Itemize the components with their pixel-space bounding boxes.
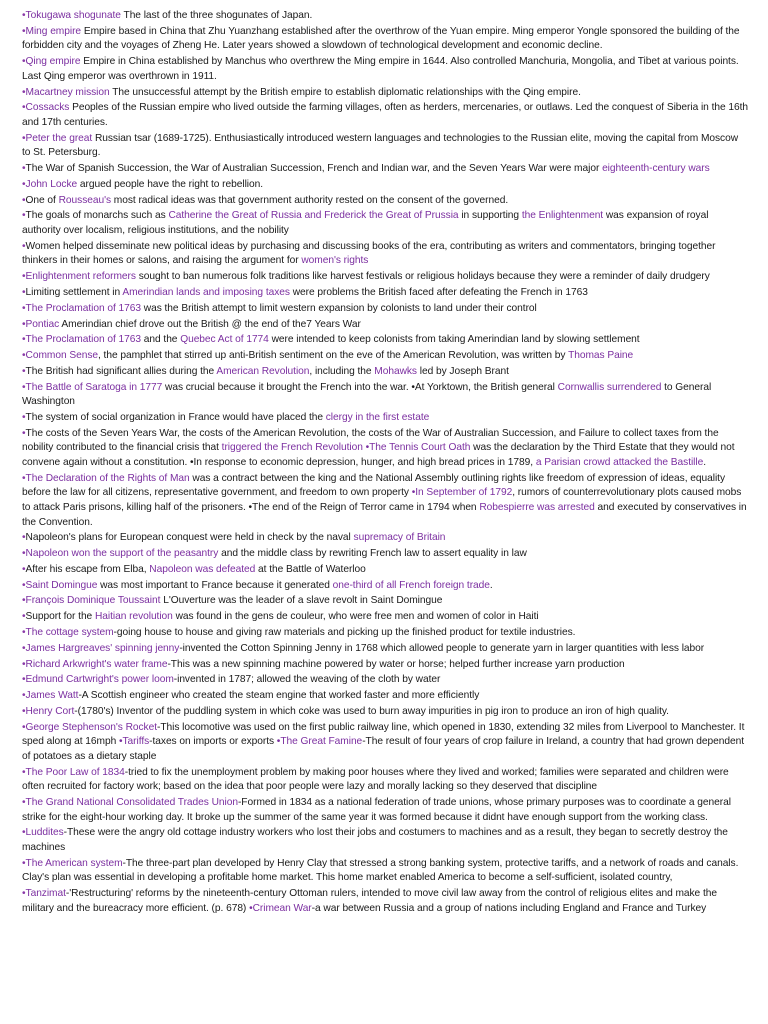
note-text: were problems the British faced after defeating the French in 1763 [289,286,588,298]
bullet-icon: • [22,658,26,670]
bullet-icon: • [22,334,26,346]
bullet-icon: • [22,857,26,869]
note-text: and the [141,334,181,346]
note-text: was found in the gens de couleur, who were free men and women of color in Haiti [172,611,539,623]
linked-term[interactable]: Amerindian lands and imposing taxes [122,286,290,298]
linked-term[interactable]: George Stephenson's Rocket [25,721,157,733]
note-text: Amerindian chief drove out the British @ the end of the7 Years War [59,318,361,330]
note-entry [22,857,748,886]
linked-term[interactable]: •The Great Famine [276,736,363,748]
note-text: The War of Spanish Succession, the War of Australian Succession, French and Indian war, and the Seven Years War were major [25,163,603,175]
note-text: -The three-part plan developed by Henry Clay that stressed a strong banking system, protective tariffs, and a network of roads and canals. Clay's plan was essential in developing a profitable home market. This home market enabled America to become a self-sufficient, isolated country, [22,857,739,884]
note-entry [22,9,748,24]
note-entry [22,349,748,364]
note-entry [22,162,748,177]
bullet-icon: • [22,210,26,222]
note-entry [22,563,748,578]
linked-term[interactable]: Catherine the Great of Russia and Frederick the Great of Prussia [168,210,459,222]
note-text: -These were the angry old cottage industry workers who lost their jobs and costumers to machines and as a result, they began to secretly destroy the machines [22,827,728,853]
linked-term[interactable]: Henry Cort [25,705,75,717]
bullet-icon: • [22,350,26,362]
note-entry [22,333,748,348]
linked-term[interactable]: Rousseau's [58,194,112,206]
bullet-icon: • [22,271,26,283]
note-text: led by Joseph Brant [416,365,509,377]
note-text: After his escape from Elba, [25,563,150,575]
note-text: -This locomotive was used on the first public railway line, which opened in 1830, extending 32 miles from Liverpool to Manchester. It sped along at 16mph [22,721,745,748]
linked-term[interactable]: The Grand National Consolidated Trades Union [25,797,238,809]
note-text: was the British attempt to limit western expansion by colonists to land under their control [141,302,537,314]
note-text: -The result of four years of crop failure in Ireland, a country that had grown dependent of potatoes as a dietary staple [22,736,745,762]
bullet-icon: • [22,102,26,114]
note-text: One of [25,194,59,206]
note-text: to General Washington [22,381,712,408]
note-text: and executed by conservatives in the Convention. [22,501,747,528]
linked-term[interactable]: Macartney mission [25,86,110,98]
note-text: -Formed in 1834 as a national federation of trade unions, whose primary purposes was to coordinate a general strike for the eight-hour working day. It broke up the summer of the same year it was formed because it didnt have enough support from the working class. [22,797,731,823]
note-entry [22,302,748,317]
linked-term[interactable]: clergy in the first estate [325,412,430,423]
note-text: -(1780's) Inventor of the puddling system in which coke was used to burn away impurities in pig iron to produce an iron of high quality. [74,705,669,717]
linked-term[interactable]: Napoleon won the support of the peasantry [25,548,219,560]
bullet-icon: • [22,86,26,98]
note-text: -going house to house and giving raw materials and picking up the finished product for textile industries. [113,627,576,638]
bullet-icon: • [22,611,26,623]
linked-term[interactable]: Quebec Act of 1774 [180,334,269,346]
bullet-icon: • [22,240,26,252]
linked-term[interactable]: Richard Arkwright's water frame [25,658,168,670]
note-entry [22,705,748,720]
linked-term[interactable]: Pontiac [25,318,60,330]
note-text: -This was a new spinning machine powered by water or horse; helped further increase yarn production [167,658,625,670]
linked-term[interactable]: supremacy of Britain [353,532,446,544]
note-entry [22,178,748,193]
note-entry [22,796,748,825]
bullet-icon: • [22,674,26,686]
linked-term[interactable]: The Battle of Saratoga in 1777 [25,381,163,393]
linked-term[interactable]: Luddites [25,827,64,839]
linked-term[interactable]: Cossacks [25,102,70,114]
note-entry [22,86,748,101]
note-entry [22,642,748,657]
bullet-icon: • [22,548,26,560]
bullet-icon: • [22,318,26,330]
note-entry [22,766,748,795]
note-entry [22,318,748,333]
note-entry [22,286,748,301]
note-text: Women helped disseminate new political ideas by purchasing and discussing books of the era, contributing as writers and commentators, bringing together thinkers in their homes or salons, and raising the argument for [22,240,716,267]
note-entry [22,240,748,269]
linked-term[interactable]: •Crimean War [249,902,312,914]
note-text: , the pamphlet that stirred up anti-British sentiment on the eve of the American Revolution, was written by [97,350,569,362]
linked-term[interactable]: The Poor Law of 1834 [25,766,125,778]
bullet-icon: • [22,532,26,544]
linked-term[interactable]: •Tariffs [119,736,150,748]
note-text: . [489,579,493,591]
note-text: was the declaration by the Third Estate that they would not convene again without a constitution. •In response to economic depression, hunger, and high bread prices in 1789, [22,442,735,468]
note-text: , rumors of counterrevolutionary plots caused mobs to attack Paris prisons, killing half of the prisoners. •The end of the Reign of Terror came in 1794 when [22,487,742,513]
linked-term[interactable]: Haitian revolution [94,611,173,623]
bullet-icon: • [22,579,26,591]
note-entry [22,365,748,380]
bullet-icon: • [22,381,26,393]
linked-term[interactable]: Tanzimat [25,888,66,900]
note-text: was expansion of royal authority over localism, religious institutions, and the nobility [22,210,709,236]
note-entry [22,689,748,704]
linked-term[interactable]: The Proclamation of 1763 [25,302,141,314]
note-text: Support for the [25,611,95,623]
bullet-icon: • [22,427,26,439]
bullet-icon: • [22,302,26,314]
bullet-icon: • [22,286,26,298]
note-entry [22,101,748,130]
linked-term[interactable]: a Parisian crowd attacked the Bastille [535,456,704,468]
linked-term[interactable]: Tokugawa shogunate [25,10,121,21]
note-text: -taxes on imports or exports [149,736,277,748]
bullet-icon: • [22,132,26,144]
bullet-icon: • [22,627,26,638]
bullet-icon: • [22,472,26,484]
linked-term[interactable]: Edmund Cartwright's power loom [25,674,174,686]
linked-term[interactable]: The Declaration of the Rights of Man [25,472,190,484]
bullet-icon: • [22,563,26,575]
note-entry [22,610,748,625]
note-text: The goals of monarchs such as [25,210,169,222]
linked-term[interactable]: Mohawks [374,365,417,377]
note-text: in supporting [458,210,522,222]
linked-term[interactable]: The cottage system [25,627,114,638]
note-text: -invented in 1787; allowed the weaving of the cloth by water [173,674,441,686]
bullet-icon: • [22,163,26,175]
linked-term[interactable]: Cornwallis surrendered [557,381,662,393]
linked-term[interactable]: Ming empire [25,25,82,37]
note-text: Empire in China established by Manchus who overthrew the Ming empire in 1644. Also controlled Manchuria, Mongolia, and Tibet at various points. Last Qing emperor was overthrown in 1911. [22,56,739,82]
note-text: was a contract between the king and the National Assembly outlining rights like freedom of expression of ideas, equality before the law for all citizens, representative government, and freedom to own property [22,472,725,499]
note-entry [22,381,748,410]
linked-term[interactable]: Thomas Paine [568,350,634,362]
linked-term[interactable]: eighteenth-century wars [602,163,710,175]
note-text: The unsuccessful attempt by the British empire to establish diplomatic relationships with the Qing empire. [109,86,581,98]
bullet-icon: • [22,766,26,778]
note-entry [22,673,748,688]
linked-term[interactable]: John Locke [25,178,78,190]
note-entry [22,25,748,54]
bullet-icon: • [22,595,26,607]
note-entry [22,887,748,916]
note-entry [22,132,748,161]
bullet-icon: • [22,827,26,839]
note-text: at the Battle of Waterloo [255,563,366,575]
bullet-icon: • [22,797,26,809]
note-entry [22,721,748,765]
note-text: The last of the three shogunates of Japan. [120,10,313,21]
note-text: Limiting settlement in [25,286,123,298]
linked-term[interactable]: Peter the great [25,132,93,144]
linked-term[interactable]: James Watt [25,690,79,702]
note-text: Russian tsar (1689-1725). Enthusiastically introduced western languages and technologies to the Russian elite, moving the capital from Moscow to St. Petersburg. [22,132,739,159]
note-text: most radical ideas was that government authority rested on the consent of the governed. [111,194,509,206]
bullet-icon: • [22,721,26,733]
note-text: The British had significant allies during the [25,365,217,377]
note-entry [22,270,748,285]
note-text: sought to ban numerous folk traditions like harvest festivals or religious holidays because they were a reminder of daily drudgery [135,271,710,283]
linked-term[interactable]: François Dominique Toussaint [25,595,161,607]
note-text: Napoleon's plans for European conquest were held in check by the naval [25,532,354,544]
note-entry [22,826,748,855]
note-text: -a war between Russia and a group of nations including England and France and Turkey [311,902,707,914]
bullet-icon: • [22,705,26,717]
note-entry [22,411,748,426]
note-text: argued people have the right to rebellion. [77,178,264,190]
note-entry [22,579,748,594]
note-text: -A Scottish engineer who created the steam engine that worked faster and more efficiently [78,690,480,702]
linked-term[interactable]: The American system [25,857,123,869]
note-text: The system of social organization in France would have placed the [25,412,326,423]
note-text: , including the [309,365,375,377]
linked-term[interactable]: Qing empire [25,56,81,68]
note-entry [22,55,748,84]
linked-term[interactable]: Robespierre was arrested [479,501,595,513]
note-entry [22,594,748,609]
linked-term[interactable]: •The Tennis Court Oath [365,442,471,454]
note-text: were intended to keep colonists from taking Amerindian land by slowing settlement [268,334,640,346]
bullet-icon: • [22,10,26,21]
bullet-icon: • [22,25,26,37]
linked-term[interactable]: The Proclamation of 1763 [25,334,141,346]
linked-term[interactable]: women's rights [301,255,369,267]
linked-term[interactable]: James Hargreaves' spinning jenny [25,642,180,654]
linked-term[interactable]: Enlightenment reformers [25,271,136,283]
note-text: The costs of the Seven Years War, the costs of the American Revolution, the costs of the War of Australian Succession, and Failure to collect taxes from the nobility contributed to the financial crisis that [22,427,719,454]
linked-term[interactable]: Saint Domingue [25,579,98,591]
note-text: L'Ouverture was the leader of a slave revolt in Saint Domingue [160,595,443,607]
note-text: -invented the Cotton Spinning Jenny in 1768 which allowed people to generate yarn in larger quantities with less labor [179,642,705,654]
linked-term[interactable]: Common Sense [25,350,98,362]
linked-term[interactable]: •In September of 1792 [411,487,513,499]
linked-term[interactable]: Napoleon was defeated [149,563,256,575]
note-entry [22,209,748,238]
bullet-icon: • [22,690,26,702]
bullet-icon: • [22,888,26,900]
note-entry [22,194,748,209]
note-entry [22,472,748,530]
bullet-icon: • [22,412,26,423]
note-entry [22,547,748,562]
note-text: -tried to fix the unemployment problem by making poor houses where they lived and worked; families were separated and children were often recruited for factory work; based on the idea that poor people were lazy and morally lacking so they deserved that discipline [22,766,729,793]
bullet-icon: • [22,178,26,190]
linked-term[interactable]: triggered the French Revolution [221,442,363,454]
linked-term[interactable]: one-third of all French foreign trade [332,579,490,591]
note-text: -'Restructuring' reforms by the nineteenth-century Ottoman rulers, intended to move civil law away from the control of religious elites and make the military and the bureacracy more efficient. (p. 678) [22,888,717,914]
note-entry [22,626,748,641]
note-entry [22,658,748,673]
note-text: was most important to France because it generated [97,579,333,591]
note-text: Peoples of the Russian empire who lived outside the farming villages, often as herders, mercenaries, or outlaws. Led the conquest of Siberia in the 16th and 17th centuries. [22,102,748,128]
bullet-icon: • [22,365,26,377]
linked-term[interactable]: the Enlightenment [521,210,604,222]
note-text: and the middle class by rewriting French law to assert equality in law [218,548,527,560]
linked-term[interactable]: American Revolution [216,365,310,377]
bullet-icon: • [22,642,26,654]
note-text: . [703,456,707,468]
bullet-icon: • [22,194,26,206]
note-entry [22,531,748,546]
note-text: Empire based in China that Zhu Yuanzhang established after the overthrow of the Yuan empire. Ming emperor Yongle sponsored the building of the forbidden city and the voyages of Zheng He. Later years showed a slowdown of technological development and economic decline. [22,25,740,52]
bullet-icon: • [22,56,26,68]
note-text: was crucial because it brought the French into the war. •At Yorktown, the British general [162,381,558,393]
note-entry [22,427,748,471]
